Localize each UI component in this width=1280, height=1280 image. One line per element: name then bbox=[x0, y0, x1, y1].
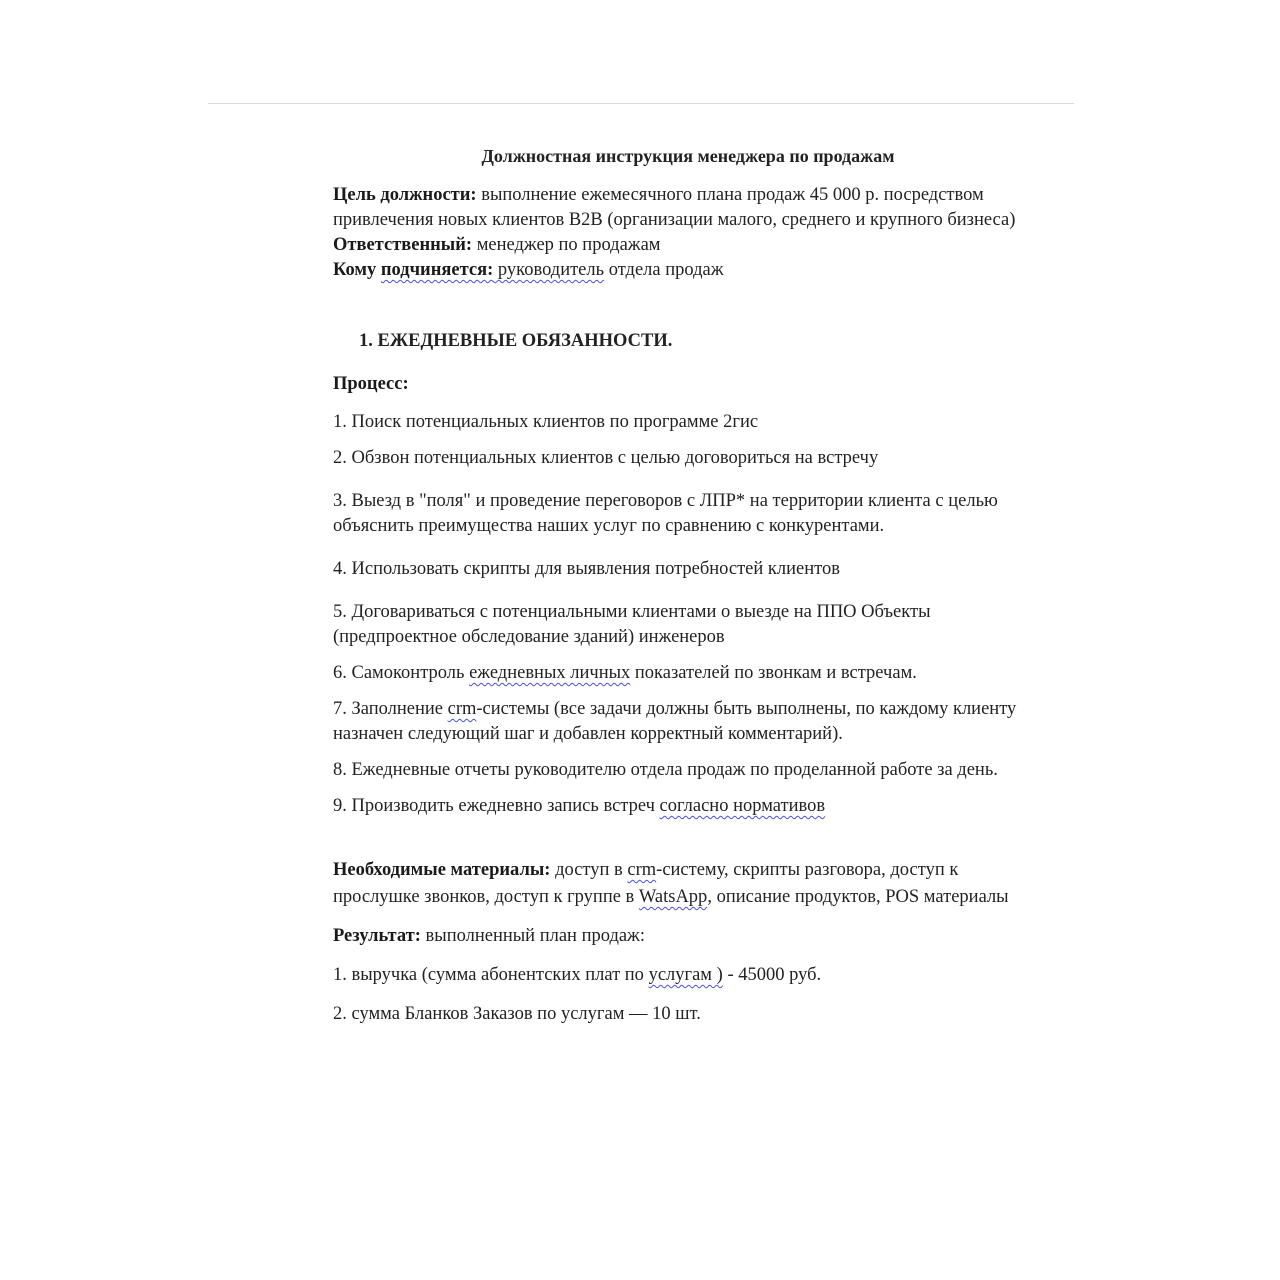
result-paragraph bbox=[333, 923, 1033, 950]
reports-text-part1: руководитель bbox=[493, 260, 605, 280]
responsible-paragraph bbox=[333, 233, 1033, 258]
goal-paragraph bbox=[333, 183, 1033, 233]
section-heading-daily-duties: 1. ЕЖЕДНЕВНЫЕ ОБЯЗАННОСТИ. bbox=[359, 331, 673, 351]
reports-to-paragraph bbox=[333, 258, 1033, 283]
result-text: выполненный план продаж: bbox=[420, 926, 645, 946]
goal-label: Цель должности: bbox=[333, 185, 477, 205]
responsible-label: Ответственный: bbox=[333, 235, 473, 255]
materials-text-d: WatsApp bbox=[638, 887, 708, 907]
duty-item-6 bbox=[333, 661, 1033, 686]
materials-label: Необходимые материалы: bbox=[333, 860, 551, 880]
materials-paragraph bbox=[333, 857, 1033, 911]
document-body bbox=[333, 144, 1033, 1040]
duty-item-7-c: -системы (все задачи должны быть выполнены, по каждому клиенту назначен следующий шаг и добавлен корректный комментарий). bbox=[333, 699, 1017, 744]
result-item-1-a: 1. выручка (сумма абонентских плат по bbox=[333, 965, 649, 985]
document-title: Должностная инструкция менеджера по продажам bbox=[481, 146, 895, 166]
duty-item-7-a: 7. Заполнение bbox=[333, 699, 448, 719]
result-item-1 bbox=[333, 962, 1033, 989]
reports-text-part2: отдела продаж bbox=[604, 260, 724, 280]
result-label: Результат: bbox=[333, 926, 421, 946]
duty-item-6-b: ежедневных личных bbox=[469, 663, 631, 683]
duty-item-6-c: показателей по звонкам и встречам. bbox=[630, 663, 917, 683]
result-item-2: 2. сумма Бланков Заказов по услугам — 10 шт. bbox=[333, 1004, 701, 1024]
result-item-1-c: - 45000 руб. bbox=[722, 965, 822, 985]
duty-item-4: 4. Использовать скрипты для выявления потребностей клиентов bbox=[333, 559, 840, 579]
duty-item-7 bbox=[333, 697, 1033, 747]
duty-item-1: 1. Поиск потенциальных клиентов по программе 2гис bbox=[333, 412, 759, 432]
reports-label-part2: подчиняется: bbox=[380, 260, 494, 280]
duty-item-2: 2. Обзвон потенциальных клиентов с целью договориться на встречу bbox=[333, 448, 879, 468]
duty-item-3: 3. Выезд в "поля" и проведение переговоров с ЛПР* на территории клиента с целью объяснить преимущества наших услуг по сравнению с конкурентами. bbox=[333, 491, 998, 536]
duty-item-9-b: согласно нормативов bbox=[659, 796, 826, 816]
duty-item-7-b: crm bbox=[447, 699, 477, 719]
result-item-1-b: услугам ) bbox=[648, 965, 723, 985]
duty-item-5: 5. Договариваться с потенциальными клиентами о выезде на ППО Объекты (предпроектное обследование зданий) инженеров bbox=[333, 602, 931, 647]
process-label-text: Процесс: bbox=[333, 374, 409, 394]
process-label bbox=[333, 372, 1033, 397]
materials-text-e: , описание продуктов, POS материалы bbox=[707, 887, 1009, 907]
materials-text-a: доступ в bbox=[550, 860, 628, 880]
materials-text-b: crm bbox=[627, 860, 657, 880]
reports-label-part1: Кому bbox=[333, 260, 381, 280]
duty-item-8: 8. Ежедневные отчеты руководителю отдела продаж по проделанной работе за день. bbox=[333, 760, 998, 780]
materials-text-c: -систему, скрипты разговора, доступ к прослушке звонков, доступ к группе в bbox=[333, 860, 959, 907]
duty-item-6-a: 6. Самоконтроль bbox=[333, 663, 470, 683]
duty-item-9-a: 9. Производить ежедневно запись встреч bbox=[333, 796, 660, 816]
responsible-text: менеджер по продажам bbox=[476, 235, 661, 255]
page-top-divider bbox=[208, 103, 1074, 104]
goal-text: выполнение ежемесячного плана продаж 45 000 р. посредством привлечения новых клиентов B2B (организации малого, среднего и крупного бизнеса) bbox=[333, 185, 1016, 230]
duty-item-9 bbox=[333, 794, 1033, 819]
